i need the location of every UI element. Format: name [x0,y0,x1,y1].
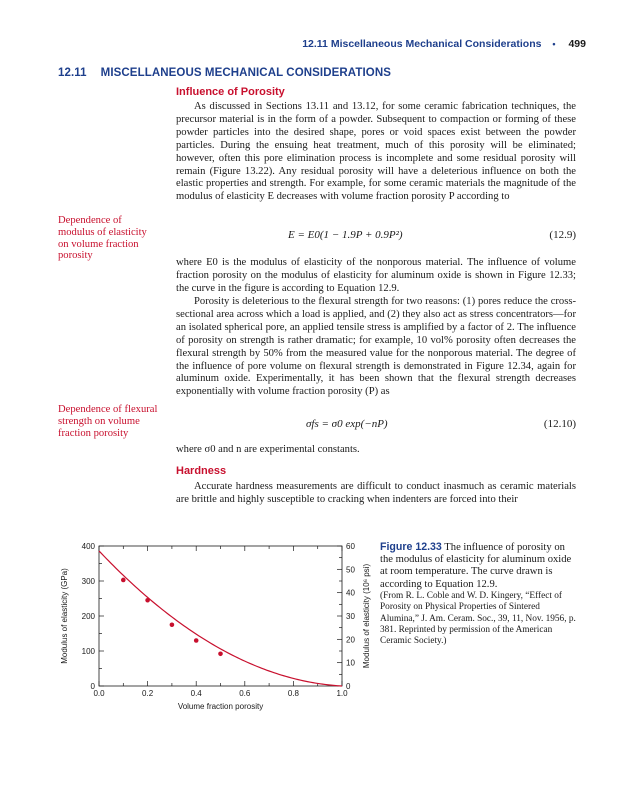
figure-label: Figure 12.33 [380,541,442,553]
equation-12-10-number: (12.10) [543,418,576,430]
data-point [145,598,150,603]
data-point [218,652,223,657]
equation-12-9-body: E = E0(1 − 1.9P + 0.9P²) [288,229,403,241]
y-axis-label: Modulus of elasticity (GPa) [60,568,69,664]
hardness-heading: Hardness [176,465,227,477]
y2-tick-label: 20 [346,635,355,645]
y2-tick-label: 10 [346,658,355,668]
running-title: 12.11 Miscellaneous Mechanical Considerations [302,38,542,50]
page-number: 499 [568,38,586,50]
y-tick-label: 300 [81,577,95,586]
porosity-paragraph-1 [176,101,576,204]
porosity-paragraph-4: where σ0 and n are experimental constants. [176,444,360,455]
plot-frame [99,546,342,686]
section-heading [58,67,391,79]
margin-note-modulus: Dependence of modulus of elasticity on volume fraction porosity [58,215,147,262]
figure-12-33-chart [55,538,375,770]
equation-12-10-body: σfs = σ0 exp(−nP) [306,418,388,430]
figure-caption-text: The influence of porosity on the modulus of elasticity for aluminum oxide at room temperature. The curve drawn is according to Equation 12.9. [380,542,572,590]
running-header [302,38,586,50]
x-tick-label: 0.2 [142,689,154,698]
x-tick-label: 0.0 [93,689,105,698]
y2-tick-label: 30 [346,612,355,621]
x-tick-label: 0.4 [190,689,202,698]
porosity-paragraph-2: where E0 is the modulus of elasticity of the nonporous material. The influence of volume fraction porosity on the modulus of elasticity for aluminum oxide is shown in Figure 12.33; the curve in the figure is according to Equation 12.9. [176,257,576,294]
section-number: 12.11 [58,67,87,79]
y2-tick-label: 40 [346,588,355,598]
y-tick-label: 100 [81,647,95,656]
y2-axis-label: Modulus of elasticity (10⁶ psi) [362,563,371,669]
figure-credit: (From R. L. Coble and W. D. Kingery, “Effect of Porosity on Physical Properties of Sintered Alumina,” J. Am. Ceram. Soc., 39, 11, Nov. 1956, p. 381. Reprinted by permission of the American Ceramic Society.) [380,590,576,647]
margin-note-strength: Dependence of flexural strength on volume fraction porosity [58,404,158,439]
x-tick-label: 0.8 [287,689,299,698]
porosity-paragraph-3: Porosity is deleterious to the flexural strength for two reasons: (1) pores reduce the cross-sectional area across which a load is applied, and (2) they also act as stress concentrators—for an isolated spherical pore, an applied tensile stress is amplified by a factor of 2. The influence of porosity on strength is rather dramatic; for example, 10 vol% porosity often decreases the flexural strength by 50% from the measured value for the nonporous material. The degree of the influence of pore volume on flexural strength is demonstrated in Figure 12.34, again for aluminum oxide. Experimentally, it has been shown that the flexural strength decreases exponentially with volume fraction porosity (P) as [176,296,576,398]
figure-caption [380,541,580,648]
y-tick-label: 0 [90,682,95,691]
x-axis-label: Volume fraction porosity [177,702,264,711]
header-separator: • [552,39,556,49]
y2-tick-label: 60 [346,542,355,551]
equation-12-9-number: (12.9) [549,229,576,241]
equation-12-9 [176,229,576,243]
x-tick-label: 1.0 [336,689,348,698]
y-tick-label: 200 [81,612,95,621]
x-tick-label: 0.6 [239,689,251,698]
data-point [170,622,175,627]
y2-tick-label: 50 [346,565,355,575]
y-tick-label: 400 [81,542,95,551]
data-point [194,638,199,643]
data-point [121,578,126,583]
y2-tick-label: 0 [346,682,351,691]
porosity-para1-text: As discussed in Sections 13.11 and 13.12, for some ceramic fabrication techniques, the precursor material is in the form of a powder. Subsequent to compaction or forming of these powder particles into the desired shape, pores or void spaces exist between the powder particles. During the ensuing heat treatment, much of this porosity will be eliminated; however, often this pore elimination process is incomplete and some residual porosity will remain (Figure 13.22). Any residual porosity will have a deleterious influence on both the elastic properties and strength. For example, for some ceramic materials the magnitude of the modulus of elasticity E decreases with volume fraction porosity P according to [176,101,576,203]
porosity-heading: Influence of Porosity [176,86,285,98]
fit-curve [99,551,342,686]
equation-12-10 [176,418,576,432]
section-title: MISCELLANEOUS MECHANICAL CONSIDERATIONS [100,67,392,79]
hardness-paragraph: Accurate hardness measurements are difficult to conduct inasmuch as ceramic materials are brittle and highly susceptible to cracking when indenters are forced into their [176,481,576,505]
